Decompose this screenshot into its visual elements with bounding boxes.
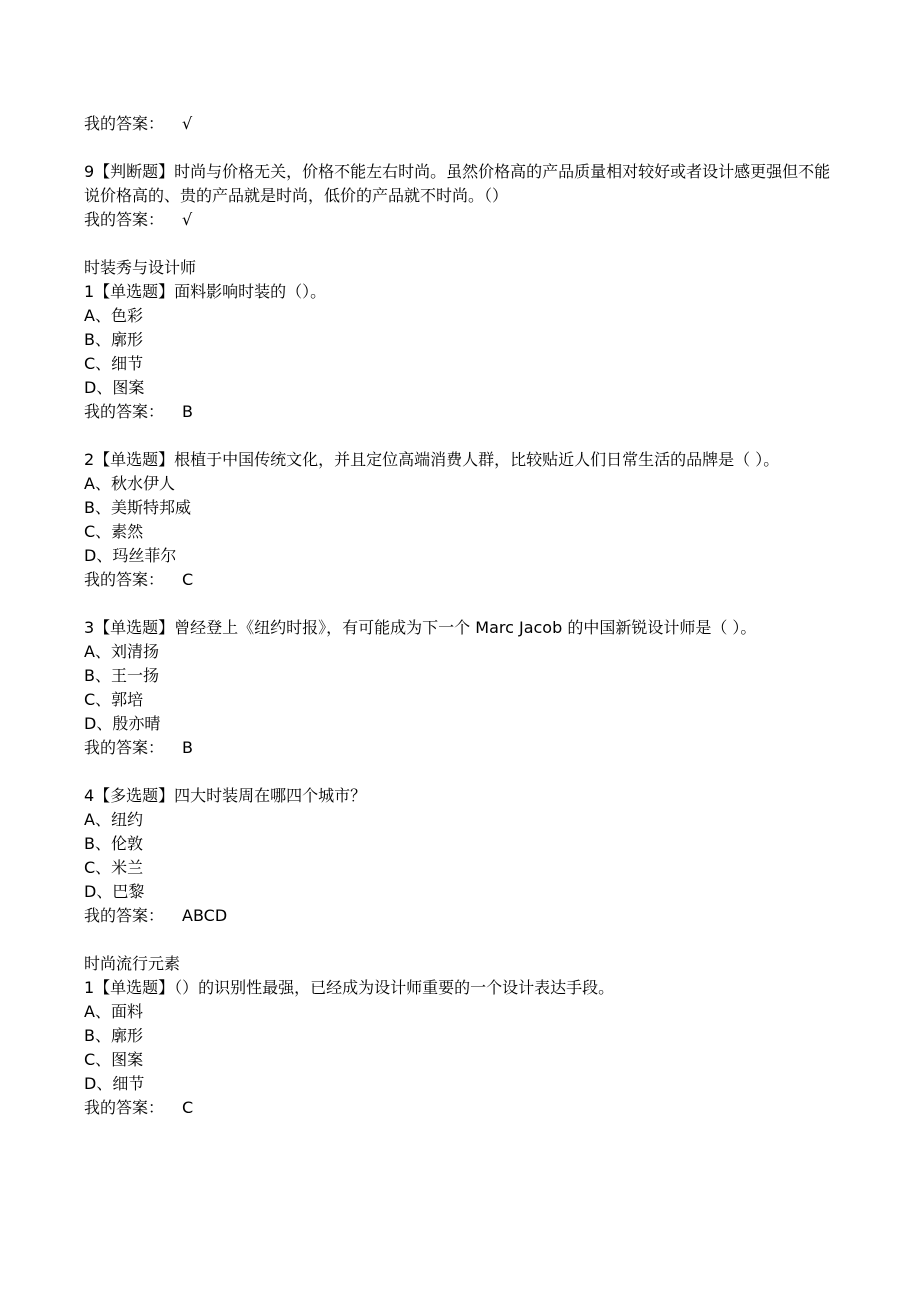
option-item: C、郭培 xyxy=(84,690,144,709)
question-text: 1【单选题】面料影响时装的（）。 xyxy=(84,282,327,301)
my-answer-value: √ xyxy=(182,210,193,229)
my-answer-value: √ xyxy=(182,114,193,133)
paragraph-gap xyxy=(84,424,844,448)
my-answer-label: 我的答案： xyxy=(84,114,165,133)
option-item: C、素然 xyxy=(84,522,144,541)
my-answer-value: B xyxy=(182,738,193,757)
option-item: C、图案 xyxy=(84,1050,144,1069)
my-answer-value: C xyxy=(182,570,194,589)
option-item: A、刘清扬 xyxy=(84,642,159,661)
my-answer-label: 我的答案： xyxy=(84,738,165,757)
my-answer-value: ABCD xyxy=(182,906,228,925)
document-page xyxy=(84,112,844,1120)
my-answer-value: C xyxy=(182,1098,194,1117)
my-answer-label: 我的答案： xyxy=(84,210,165,229)
my-answer-label: 我的答案： xyxy=(84,906,165,925)
my-answer-line xyxy=(84,112,844,136)
option-item: D、图案 xyxy=(84,378,145,397)
question-text: 3【单选题】曾经登上《纽约时报》，有可能成为下一个 Marc Jacob 的中国新锐设计师是（ ）。 xyxy=(84,618,757,637)
question-text: 2【单选题】根植于中国传统文化，并且定位高端消费人群，比较贴近人们日常生活的品牌是（ ）。 xyxy=(84,450,780,469)
paragraph-gap xyxy=(84,592,844,616)
question-text: 1【单选题】（）的识别性最强，已经成为设计师重要的一个设计表达手段。 xyxy=(84,978,615,997)
option-item: A、面料 xyxy=(84,1002,143,1021)
option-item: D、巴黎 xyxy=(84,882,145,901)
option-item: D、玛丝菲尔 xyxy=(84,546,177,565)
option-item: D、细节 xyxy=(84,1074,145,1093)
my-answer-label: 我的答案： xyxy=(84,402,165,421)
option-item: B、廓形 xyxy=(84,1026,143,1045)
question-text: 9【判断题】时尚与价格无关，价格不能左右时尚。虽然价格高的产品质量相对较好或者设计感更强但不能说价格高的、贵的产品就是时尚，低价的产品就不时尚。（） xyxy=(84,162,831,205)
section-title: 时装秀与设计师 xyxy=(84,258,197,277)
paragraph-gap xyxy=(84,760,844,784)
my-answer-label: 我的答案： xyxy=(84,1098,165,1117)
paragraph-gap xyxy=(84,136,844,160)
option-item: A、秋水伊人 xyxy=(84,474,175,493)
my-answer-label: 我的答案： xyxy=(84,570,165,589)
question-text: 4【多选题】四大时装周在哪四个城市？ xyxy=(84,786,367,805)
my-answer-line xyxy=(84,1096,844,1120)
my-answer-line xyxy=(84,208,844,232)
option-item: C、细节 xyxy=(84,354,144,373)
option-item: C、米兰 xyxy=(84,858,144,877)
my-answer-line xyxy=(84,736,844,760)
option-item: B、伦敦 xyxy=(84,834,143,853)
option-item: B、廓形 xyxy=(84,330,143,349)
section-title: 时尚流行元素 xyxy=(84,954,181,973)
paragraph-gap xyxy=(84,928,844,952)
paragraph-gap xyxy=(84,232,844,256)
option-item: A、色彩 xyxy=(84,306,143,325)
option-item: B、美斯特邦威 xyxy=(84,498,191,517)
option-item: B、王一扬 xyxy=(84,666,159,685)
my-answer-line xyxy=(84,400,844,424)
option-item: A、纽约 xyxy=(84,810,143,829)
my-answer-line xyxy=(84,568,844,592)
my-answer-line xyxy=(84,904,844,928)
my-answer-value: B xyxy=(182,402,193,421)
option-item: D、殷亦晴 xyxy=(84,714,161,733)
